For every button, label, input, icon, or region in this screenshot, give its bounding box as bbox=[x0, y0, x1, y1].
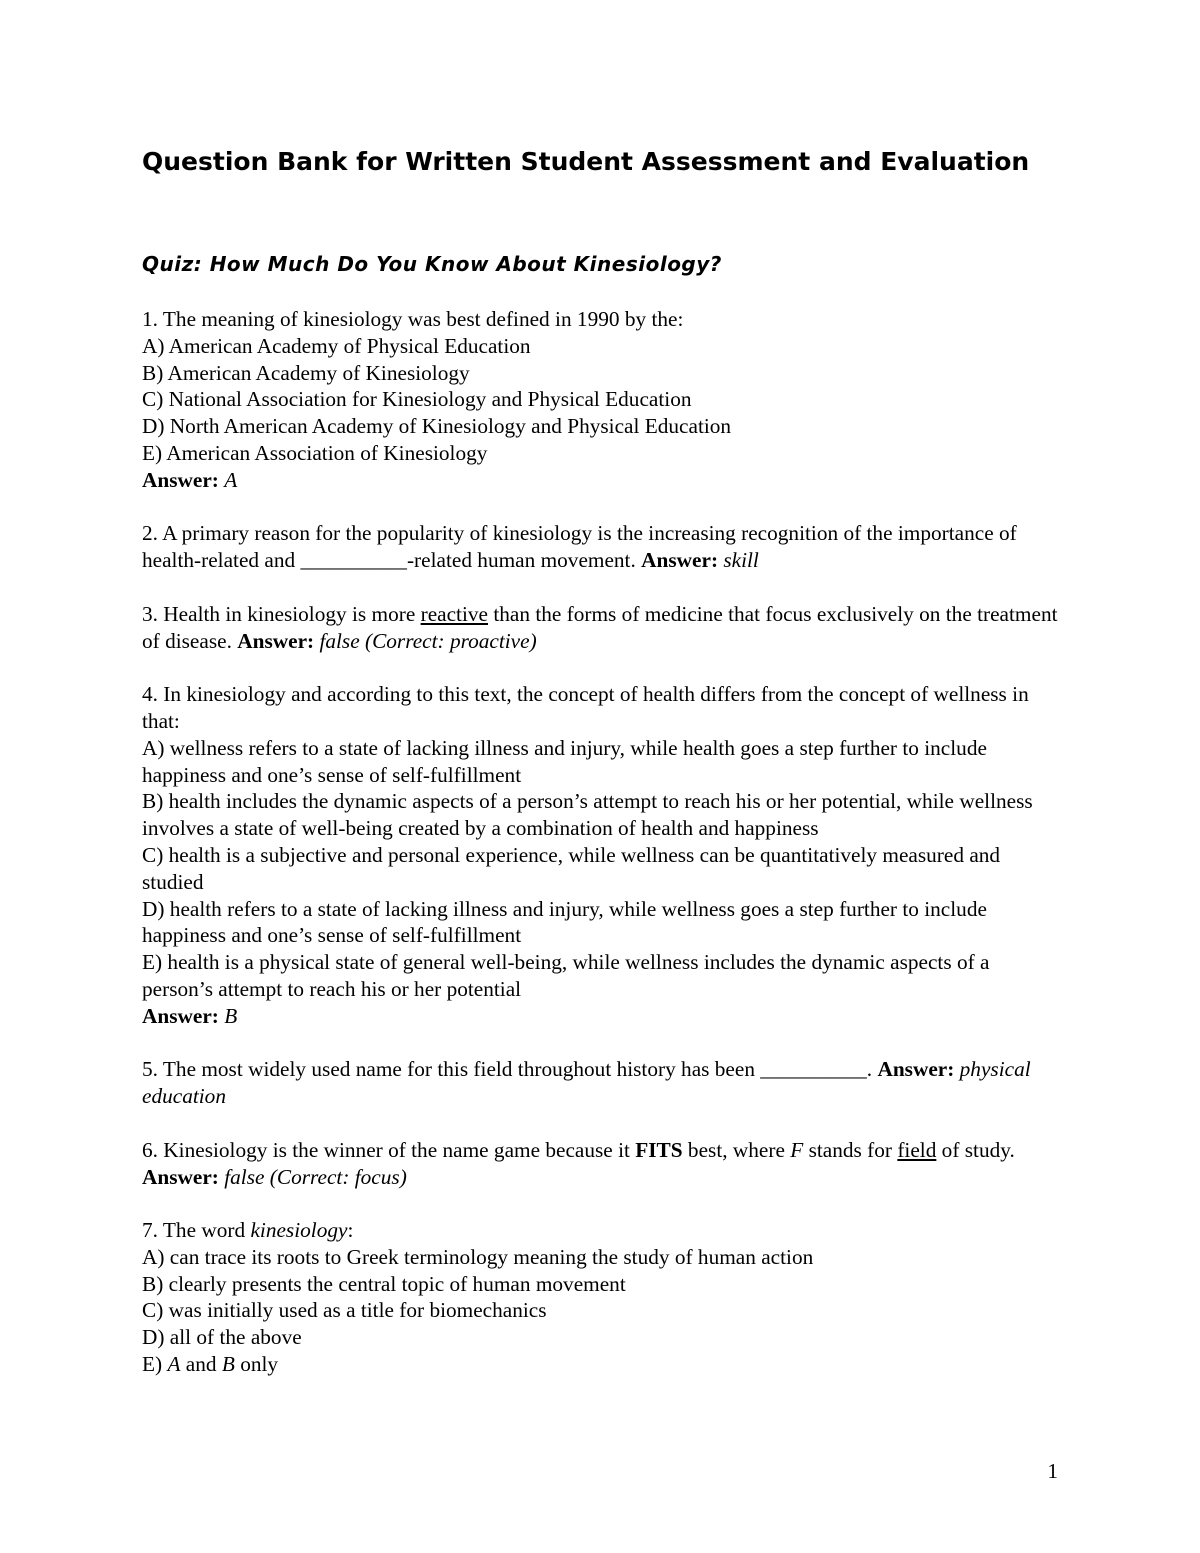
question-1-option-c: C) National Association for Kinesiology and Physical Education bbox=[142, 387, 692, 412]
question-4-answer-value: B bbox=[224, 1003, 238, 1028]
question-7-option-e-b: B bbox=[221, 1352, 235, 1377]
question-1-option-d: D) North American Academy of Kinesiology and Physical Education bbox=[142, 414, 732, 439]
question-4-stem: 4. In kinesiology and according to this text, the concept of health differs from the concept of wellness in that: bbox=[142, 682, 1029, 733]
question-7-option-c: C) was initially used as a title for biomechanics bbox=[142, 1298, 547, 1323]
question-1-option-b: B) American Academy of Kinesiology bbox=[142, 360, 470, 385]
question-7-stem-after: : bbox=[347, 1218, 354, 1243]
question-6-text bbox=[142, 1137, 1062, 1191]
question-7-option-b: B) clearly presents the central topic of human movement bbox=[142, 1271, 626, 1296]
question-4-option-a: A) wellness refers to a state of lacking illness and injury, while health goes a step further to include happiness and one’s sense of self-fulfillment bbox=[142, 735, 987, 787]
question-7-option-e-suffix: only bbox=[234, 1352, 279, 1377]
question-1-option-e: E) American Association of Kinesiology bbox=[142, 440, 488, 465]
question-7 bbox=[142, 1217, 1062, 1378]
question-4-option-b: B) health includes the dynamic aspects of a person’s attempt to reach his or her potential, while wellness involves a state of well-being created by a combination of health and happiness bbox=[142, 789, 1033, 841]
question-4-answer bbox=[142, 1003, 1062, 1030]
question-7-option-e-prefix: E) bbox=[142, 1352, 168, 1377]
question-4-option-d: D) health refers to a state of lacking illness and injury, while wellness goes a step further to include happiness and one’s sense of self-fulfillment bbox=[142, 896, 987, 948]
document-title: Question Bank for Written Student Assessment and Evaluation bbox=[142, 147, 1030, 176]
question-5-text bbox=[142, 1056, 1062, 1110]
question-1-option-a: A) American Academy of Physical Education bbox=[142, 333, 531, 358]
question-6-answer-value: false (Correct: focus) bbox=[224, 1164, 407, 1189]
question-3 bbox=[142, 601, 1062, 655]
question-6-stem-before: 6. Kinesiology is the winner of the name game because it bbox=[142, 1137, 636, 1162]
question-5 bbox=[142, 1056, 1062, 1110]
question-7-stem bbox=[142, 1217, 1062, 1244]
answer-label: Answer: bbox=[142, 467, 219, 492]
question-7-stem-before: 7. The word bbox=[142, 1218, 251, 1243]
question-5-stem: 5. The most widely used name for this field throughout history has been __________. bbox=[142, 1057, 873, 1082]
question-4-option-e: E) health is a physical state of general well-being, while wellness includes the dynamic aspects of a person’s attempt to reach his or her potential bbox=[142, 950, 990, 1001]
question-6 bbox=[142, 1137, 1062, 1191]
question-1-stem: 1. The meaning of kinesiology was best defined in 1990 by the: bbox=[142, 307, 684, 331]
question-6-stem-mid: best, where bbox=[682, 1137, 791, 1162]
answer-label: Answer: bbox=[142, 1164, 219, 1189]
question-7-option-e-and: and bbox=[180, 1352, 222, 1377]
question-1 bbox=[142, 306, 1062, 494]
question-3-text bbox=[142, 601, 1062, 655]
question-7-option-e-a: A bbox=[167, 1352, 181, 1377]
question-5-answer-value: physical education bbox=[142, 1057, 1031, 1109]
question-6-underlined-term: field bbox=[897, 1137, 937, 1162]
answer-label: Answer: bbox=[237, 628, 315, 653]
question-7-italic-word: kinesiology bbox=[250, 1218, 348, 1243]
question-6-letter: F bbox=[790, 1137, 804, 1162]
question-4 bbox=[142, 681, 1062, 1029]
answer-label: Answer: bbox=[877, 1057, 955, 1082]
question-3-answer-value: false (Correct: proactive) bbox=[319, 628, 537, 653]
question-4-option-c: C) health is a subjective and personal experience, while wellness can be quantitatively measured and studied bbox=[142, 842, 1001, 894]
question-6-fits-acronym: FITS bbox=[635, 1137, 683, 1162]
question-2-answer-value: skill bbox=[723, 548, 759, 573]
question-list bbox=[142, 306, 1062, 1405]
question-2-stem: 2. A primary reason for the popularity of kinesiology is the increasing recognition of the importance of health-related and __________-related human movement. bbox=[142, 521, 1017, 573]
question-3-stem-after: than the forms of medicine that focus exclusively on the treatment of disease. bbox=[142, 601, 1058, 653]
question-2 bbox=[142, 520, 1062, 574]
question-3-stem-before: 3. Health in kinesiology is more bbox=[142, 601, 421, 626]
question-7-option-a: A) can trace its roots to Greek terminology meaning the study of human action bbox=[142, 1244, 814, 1269]
question-2-text bbox=[142, 520, 1062, 574]
quiz-title: Quiz: How Much Do You Know About Kinesiology? bbox=[142, 252, 722, 276]
question-6-stem-after: of study. bbox=[936, 1137, 1015, 1162]
question-1-answer bbox=[142, 467, 1062, 494]
answer-label: Answer: bbox=[142, 1003, 219, 1028]
question-7-option-e bbox=[142, 1351, 1062, 1378]
answer-label: Answer: bbox=[641, 548, 719, 573]
question-1-answer-value: A bbox=[224, 467, 238, 492]
question-6-stem-mid2: stands for bbox=[803, 1137, 898, 1162]
question-7-option-d: D) all of the above bbox=[142, 1325, 302, 1350]
question-3-underlined-term: reactive bbox=[420, 601, 488, 626]
page-number: 1 bbox=[1047, 1459, 1058, 1483]
